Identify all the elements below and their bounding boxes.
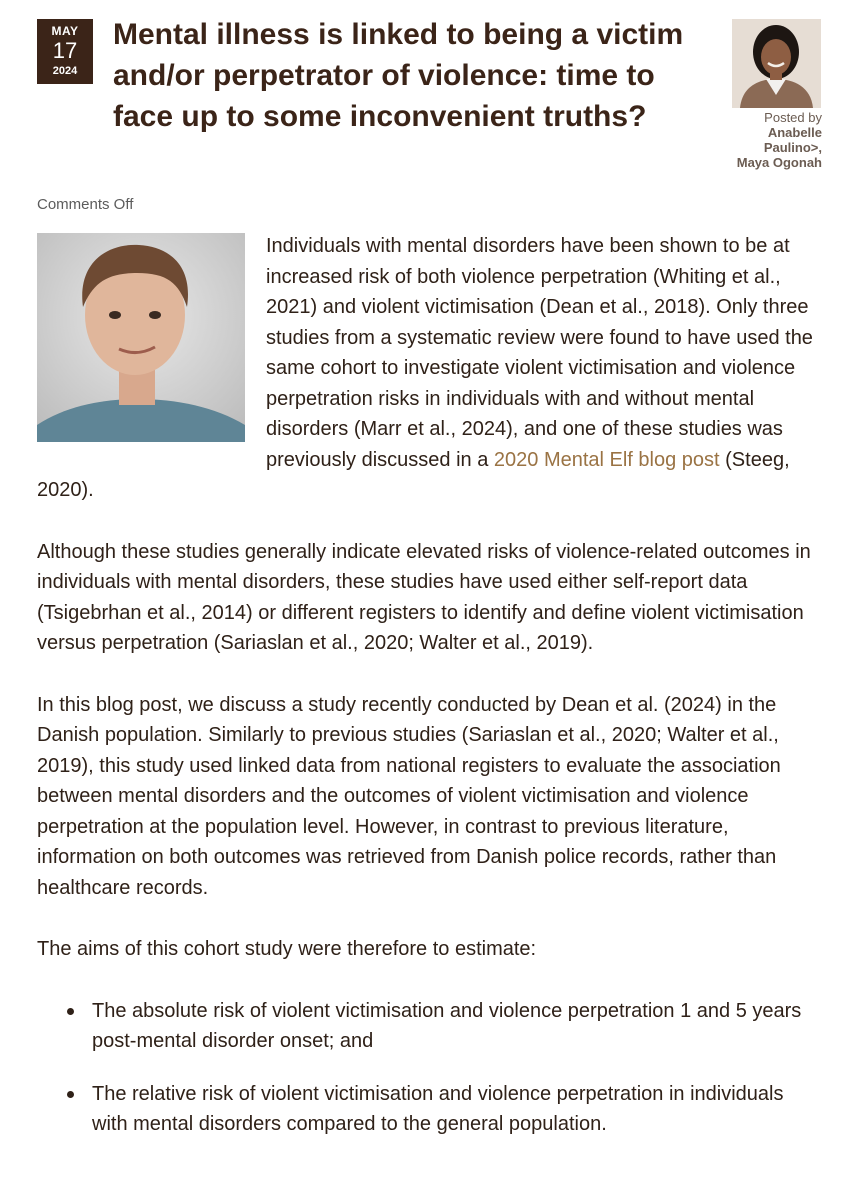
paragraph-danish-study: In this blog post, we discuss a study recently conducted by Dean et al. (2024) in the Danish population. Similarly to previous studies (Sariaslan et al., 2020; Walter et al., 2019), this study used linked data from national registers to evaluate the association between mental disorders and the outcomes of violent victimisation and violence perpetration at the population level. However, in contrast to previous literature, information on both outcomes was retrieved from Danish police records, rather than healthcare records. [37,693,781,899]
article-body [37,231,819,1162]
author-posted-label: Posted by [764,110,822,125]
aims-list-item: The relative risk of violent victimisation and violence perpetration in individuals with mental disorders compared to the general population. [92,1079,819,1140]
paragraph-previous-studies: Although these studies generally indicate elevated risks of violence-related outcomes in individuals with mental disorders, these studies have used either self-report data (Tsigebrhan et al., 2014) or different registers to identify and define violent victimisation versus perpetration (Sariaslan et al., 2020; Walter et al., 2019). [37,540,811,654]
date-year: 2024 [52,65,78,77]
author-headshot-icon [37,233,245,442]
date-day: 17 [52,38,78,63]
mental-elf-blog-post-link[interactable]: 2020 Mental Elf blog post [493,448,720,471]
date-month: MAY [51,24,79,38]
author-portrait-icon[interactable] [732,19,821,108]
paragraph-aims-intro: The aims of this cohort study were therefore to estimate: [37,938,537,960]
aims-list [37,996,819,1140]
comments-status: Comments Off [37,196,134,213]
author-box [732,19,822,170]
paragraph-intro-text-after: (Steeg, 2020). [37,448,790,501]
aims-list-item: The absolute risk of violent victimisation and violence perpetration 1 and 5 years post-mental disorder onset; and [92,996,819,1057]
paragraph-intro-text-before: Individuals with mental disorders have been shown to be at increased risk of both violence perpetration (Whiting et al., 2021) and violent victimisation (Dean et al., 2018). Only three studies from a systematic review were found to have used the same cohort to investigate violent victimisation and violence perpetration risks in individuals with and without mental disorders (Marr et al., 2024), and one of these studies was previously discussed in a [266,235,813,471]
author-names[interactable]: Anabelle Paulino>, Maya Ogonah [736,125,822,170]
date-badge [37,19,93,84]
post-title[interactable]: Mental illness is linked to being a victim and/or perpetrator of violence: time to face up to some inconvenient truths? [113,18,684,133]
